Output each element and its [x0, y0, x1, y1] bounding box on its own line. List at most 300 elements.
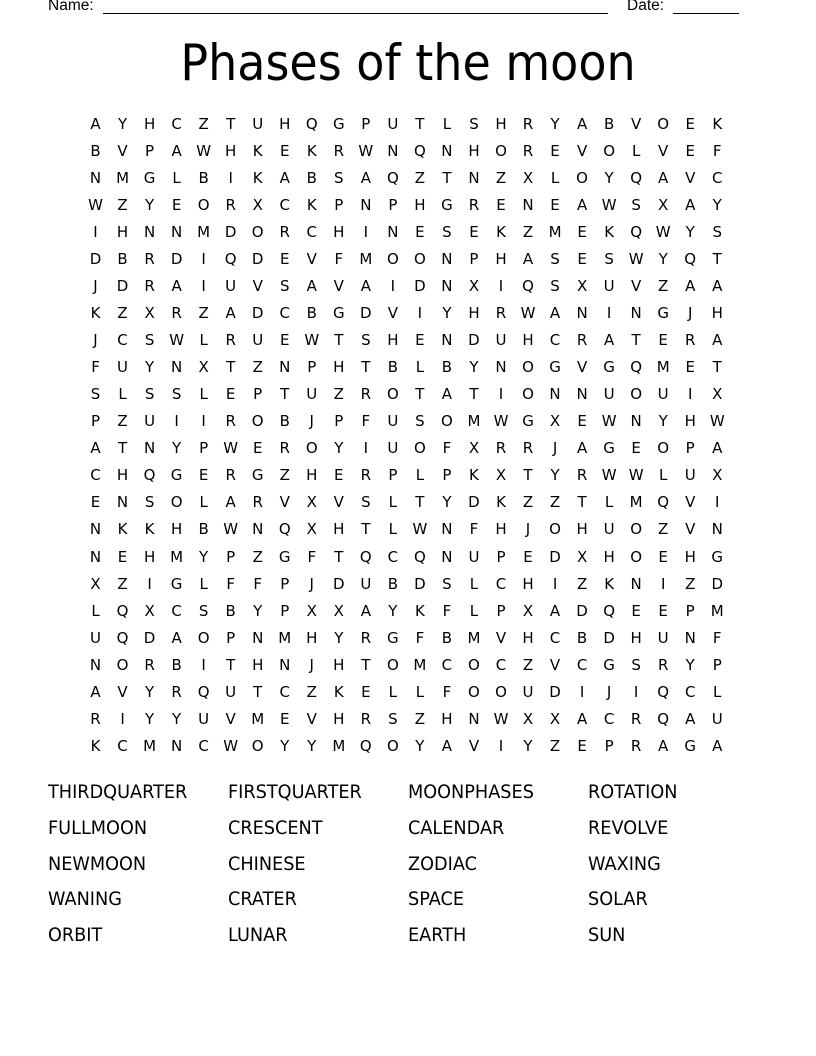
grid-letter[interactable]: S — [279, 277, 290, 296]
grid-letter[interactable]: B — [441, 358, 453, 377]
grid-letter[interactable]: O — [522, 385, 534, 404]
grid-letter[interactable]: L — [658, 466, 668, 485]
grid-letter[interactable]: M — [143, 736, 157, 755]
grid-letter[interactable]: L — [172, 169, 181, 188]
grid-letter[interactable]: N — [441, 547, 453, 566]
grid-letter[interactable]: N — [143, 439, 156, 458]
grid-letter[interactable]: B — [90, 142, 101, 161]
grid-letter[interactable]: N — [711, 520, 723, 539]
grid-letter[interactable]: D — [143, 628, 156, 647]
grid-letter[interactable]: Z — [522, 223, 534, 242]
grid-letter[interactable]: H — [143, 547, 156, 566]
grid-letter[interactable]: R — [468, 196, 480, 215]
grid-letter[interactable]: R — [333, 142, 345, 161]
grid-letter[interactable]: Z — [549, 493, 561, 512]
grid-letter[interactable]: J — [309, 574, 314, 593]
grid-letter[interactable]: A — [549, 304, 561, 323]
grid-letter[interactable]: O — [549, 520, 561, 539]
grid-letter[interactable]: E — [279, 331, 290, 350]
grid-letter[interactable]: K — [469, 466, 479, 485]
grid-letter[interactable]: M — [278, 628, 292, 647]
grid-letter[interactable]: T — [631, 331, 641, 350]
grid-letter[interactable]: X — [712, 385, 723, 404]
grid-letter[interactable]: L — [604, 493, 614, 512]
grid-letter[interactable]: R — [657, 655, 669, 674]
grid-letter[interactable]: O — [657, 115, 670, 133]
grid-letter[interactable]: Z — [522, 655, 534, 674]
grid-letter[interactable]: H — [333, 223, 345, 242]
grid-letter[interactable]: A — [90, 439, 101, 458]
grid-letter[interactable]: Q — [116, 601, 129, 620]
grid-letter[interactable]: N — [89, 655, 102, 674]
grid-letter[interactable]: Y — [307, 736, 317, 755]
grid-letter[interactable]: D — [414, 574, 426, 593]
grid-letter[interactable]: I — [606, 304, 612, 323]
grid-letter[interactable]: N — [630, 304, 642, 323]
grid-letter[interactable]: T — [415, 493, 425, 512]
grid-letter[interactable]: Y — [280, 736, 290, 755]
grid-letter[interactable]: A — [441, 385, 453, 404]
grid-letter[interactable]: N — [252, 628, 264, 647]
grid-letter[interactable]: U — [522, 682, 534, 701]
grid-letter[interactable]: R — [495, 439, 507, 458]
grid-letter[interactable]: R — [279, 223, 290, 242]
grid-letter[interactable]: P — [253, 385, 263, 404]
grid-letter[interactable]: K — [306, 196, 317, 215]
grid-letter[interactable]: Y — [199, 547, 209, 566]
grid-letter[interactable]: A — [171, 142, 182, 161]
grid-letter[interactable]: C — [117, 331, 128, 350]
grid-letter[interactable]: U — [684, 466, 696, 485]
grid-letter[interactable]: G — [711, 547, 724, 566]
grid-letter[interactable]: H — [522, 628, 534, 647]
grid-letter[interactable]: W — [196, 142, 212, 161]
grid-letter[interactable]: Q — [116, 628, 129, 647]
grid-letter[interactable]: P — [361, 115, 371, 133]
grid-letter[interactable]: T — [226, 358, 236, 377]
grid-letter[interactable]: N — [279, 655, 291, 674]
grid-letter[interactable]: T — [226, 115, 236, 133]
grid-letter[interactable]: U — [198, 709, 210, 728]
grid-letter[interactable]: S — [550, 250, 560, 269]
grid-letter[interactable]: U — [387, 412, 399, 431]
grid-letter[interactable]: I — [687, 385, 693, 404]
grid-letter[interactable]: P — [685, 601, 695, 620]
grid-letter[interactable]: U — [657, 385, 669, 404]
grid-letter[interactable]: Y — [144, 358, 155, 377]
grid-letter[interactable]: H — [306, 466, 318, 485]
grid-letter[interactable]: Y — [334, 628, 344, 647]
grid-letter[interactable]: V — [117, 682, 128, 701]
grid-letter[interactable]: V — [631, 277, 642, 296]
grid-letter[interactable]: C — [711, 169, 723, 188]
grid-letter[interactable]: R — [522, 115, 534, 133]
grid-letter[interactable]: I — [201, 277, 206, 296]
grid-letter[interactable]: B — [198, 169, 209, 188]
grid-letter[interactable]: N — [441, 331, 453, 350]
grid-letter[interactable]: Z — [414, 709, 426, 728]
grid-letter[interactable]: X — [144, 601, 155, 620]
grid-letter[interactable]: L — [442, 115, 452, 133]
grid-letter[interactable]: Q — [657, 709, 670, 728]
grid-letter[interactable]: V — [387, 304, 398, 323]
grid-letter[interactable]: R — [630, 736, 642, 755]
grid-letter[interactable]: Z — [333, 385, 344, 404]
grid-letter[interactable]: A — [90, 115, 101, 133]
grid-letter[interactable]: M — [116, 169, 130, 188]
grid-letter[interactable]: H — [468, 142, 480, 161]
grid-letter[interactable]: N — [495, 358, 507, 377]
grid-letter[interactable]: A — [360, 277, 371, 296]
grid-letter[interactable]: K — [90, 736, 101, 755]
grid-letter[interactable]: P — [685, 439, 695, 458]
grid-letter[interactable]: L — [199, 331, 208, 350]
grid-letter[interactable]: B — [603, 115, 615, 133]
grid-letter[interactable]: Q — [413, 142, 426, 161]
grid-letter[interactable]: O — [576, 169, 588, 188]
grid-letter[interactable]: P — [712, 655, 722, 674]
grid-letter[interactable]: A — [685, 277, 696, 296]
grid-letter[interactable]: Y — [253, 601, 263, 620]
grid-letter[interactable]: R — [360, 709, 372, 728]
grid-letter[interactable]: S — [631, 655, 641, 674]
grid-letter[interactable]: S — [198, 601, 209, 620]
grid-letter[interactable]: F — [226, 574, 235, 593]
grid-letter[interactable]: H — [495, 115, 507, 133]
grid-letter[interactable]: J — [552, 439, 558, 458]
grid-letter[interactable]: W — [169, 331, 185, 350]
grid-letter[interactable]: B — [306, 304, 317, 323]
grid-letter[interactable]: I — [579, 682, 585, 701]
grid-letter[interactable]: Q — [305, 115, 318, 133]
grid-letter[interactable]: S — [415, 412, 425, 431]
grid-letter[interactable]: X — [306, 493, 317, 512]
grid-letter[interactable]: O — [495, 682, 507, 701]
grid-letter[interactable]: D — [360, 304, 372, 323]
grid-letter[interactable]: O — [657, 439, 670, 458]
grid-letter[interactable]: A — [279, 169, 290, 188]
grid-letter[interactable]: F — [469, 520, 479, 539]
grid-letter[interactable]: E — [685, 358, 695, 377]
grid-letter[interactable]: R — [360, 466, 372, 485]
grid-letter[interactable]: Y — [469, 358, 479, 377]
grid-letter[interactable]: X — [90, 574, 101, 593]
grid-letter[interactable]: A — [522, 250, 534, 269]
grid-letter[interactable]: C — [684, 682, 696, 701]
grid-letter[interactable]: R — [90, 709, 101, 728]
grid-letter[interactable]: C — [90, 466, 101, 485]
grid-letter[interactable]: S — [712, 223, 722, 242]
grid-letter[interactable]: I — [363, 439, 369, 458]
grid-letter[interactable]: C — [279, 682, 290, 701]
grid-letter[interactable]: H — [333, 358, 345, 377]
grid-letter[interactable]: P — [280, 574, 290, 593]
grid-letter[interactable]: W — [601, 412, 617, 431]
grid-letter[interactable]: A — [225, 493, 236, 512]
grid-letter[interactable]: E — [415, 331, 425, 350]
grid-letter[interactable]: O — [305, 439, 318, 458]
grid-letter[interactable]: Q — [359, 736, 372, 755]
grid-letter[interactable]: O — [413, 250, 426, 269]
grid-letter[interactable]: I — [498, 736, 504, 755]
grid-letter[interactable]: A — [576, 115, 588, 133]
grid-letter[interactable]: A — [712, 736, 723, 755]
grid-letter[interactable]: N — [116, 493, 129, 512]
grid-letter[interactable]: K — [252, 169, 263, 188]
grid-letter[interactable]: D — [549, 682, 561, 701]
grid-letter[interactable]: N — [387, 142, 399, 161]
grid-letter[interactable]: T — [253, 682, 263, 701]
grid-letter[interactable]: Y — [523, 736, 533, 755]
grid-letter[interactable]: M — [710, 601, 724, 620]
grid-letter[interactable]: U — [711, 709, 723, 728]
grid-letter[interactable]: Y — [685, 655, 695, 674]
grid-letter[interactable]: E — [334, 466, 344, 485]
grid-letter[interactable]: Z — [522, 493, 534, 512]
grid-letter[interactable]: I — [660, 574, 666, 593]
grid-letter[interactable]: E — [225, 385, 236, 404]
grid-letter[interactable]: A — [712, 439, 723, 458]
grid-letter[interactable]: I — [93, 223, 98, 242]
grid-letter[interactable]: M — [170, 547, 184, 566]
grid-letter[interactable]: E — [577, 412, 587, 431]
grid-letter[interactable]: G — [603, 358, 615, 377]
grid-letter[interactable]: N — [89, 169, 102, 188]
grid-letter[interactable]: G — [603, 439, 615, 458]
grid-letter[interactable]: D — [116, 277, 129, 296]
grid-letter[interactable]: Z — [306, 682, 317, 701]
grid-letter[interactable]: E — [658, 601, 668, 620]
grid-letter[interactable]: E — [117, 547, 128, 566]
grid-letter[interactable]: N — [684, 628, 696, 647]
grid-letter[interactable]: W — [304, 331, 320, 350]
grid-letter[interactable]: T — [712, 250, 722, 269]
grid-letter[interactable]: C — [495, 655, 507, 674]
grid-letter[interactable]: Z — [495, 169, 507, 188]
grid-letter[interactable]: A — [441, 736, 453, 755]
grid-letter[interactable]: P — [496, 547, 506, 566]
grid-letter[interactable]: A — [576, 709, 588, 728]
grid-letter[interactable]: C — [279, 196, 290, 215]
grid-letter[interactable]: U — [90, 628, 101, 647]
grid-letter[interactable]: R — [144, 655, 155, 674]
grid-letter[interactable]: L — [199, 493, 208, 512]
grid-letter[interactable]: Z — [576, 574, 588, 593]
grid-letter[interactable]: Q — [197, 682, 210, 701]
grid-letter[interactable]: V — [333, 277, 344, 296]
grid-letter[interactable]: P — [90, 412, 101, 431]
grid-letter[interactable]: L — [388, 682, 398, 701]
grid-letter[interactable]: D — [224, 223, 237, 242]
grid-letter[interactable]: O — [386, 250, 399, 269]
grid-letter[interactable]: K — [496, 223, 506, 242]
grid-letter[interactable]: R — [225, 412, 236, 431]
grid-letter[interactable]: H — [711, 304, 723, 323]
grid-letter[interactable]: Z — [252, 547, 263, 566]
grid-letter[interactable]: E — [523, 547, 533, 566]
grid-letter[interactable]: T — [415, 385, 425, 404]
grid-letter[interactable]: S — [361, 331, 371, 350]
grid-letter[interactable]: Y — [685, 223, 695, 242]
grid-letter[interactable]: H — [333, 709, 345, 728]
grid-letter[interactable]: H — [116, 466, 129, 485]
grid-letter[interactable]: E — [658, 331, 668, 350]
grid-letter[interactable]: Z — [414, 169, 426, 188]
grid-letter[interactable]: A — [576, 196, 588, 215]
grid-letter[interactable]: Y — [144, 682, 155, 701]
grid-letter[interactable]: E — [415, 223, 425, 242]
grid-letter[interactable]: Y — [144, 196, 155, 215]
grid-letter[interactable]: Q — [684, 250, 697, 269]
grid-letter[interactable]: H — [143, 115, 156, 133]
grid-letter[interactable]: V — [685, 169, 696, 188]
grid-letter[interactable]: N — [576, 304, 588, 323]
grid-letter[interactable]: S — [442, 574, 452, 593]
grid-letter[interactable]: V — [468, 736, 480, 755]
grid-letter[interactable]: V — [576, 142, 588, 161]
grid-letter[interactable]: Z — [685, 574, 696, 593]
grid-letter[interactable]: Y — [550, 466, 560, 485]
grid-letter[interactable]: N — [468, 169, 480, 188]
grid-letter[interactable]: N — [170, 358, 183, 377]
grid-letter[interactable]: D — [89, 250, 102, 269]
grid-letter[interactable]: D — [251, 250, 264, 269]
grid-letter[interactable]: W — [412, 520, 428, 539]
grid-letter[interactable]: C — [603, 709, 615, 728]
grid-letter[interactable]: O — [630, 520, 643, 539]
grid-letter[interactable]: K — [712, 115, 723, 133]
grid-letter[interactable]: X — [252, 196, 263, 215]
grid-letter[interactable]: L — [199, 385, 208, 404]
grid-letter[interactable]: S — [144, 331, 155, 350]
grid-letter[interactable]: A — [576, 439, 588, 458]
grid-letter[interactable]: I — [715, 493, 720, 512]
grid-letter[interactable]: G — [170, 466, 183, 485]
grid-letter[interactable]: B — [279, 412, 290, 431]
grid-letter[interactable]: R — [252, 493, 263, 512]
grid-letter[interactable]: U — [306, 385, 318, 404]
grid-letter[interactable]: O — [386, 385, 399, 404]
grid-letter[interactable]: A — [685, 709, 696, 728]
grid-letter[interactable]: P — [334, 412, 344, 431]
grid-letter[interactable]: Y — [388, 601, 398, 620]
grid-letter[interactable]: O — [386, 736, 399, 755]
grid-letter[interactable]: N — [89, 520, 102, 539]
grid-letter[interactable]: J — [687, 304, 693, 323]
grid-letter[interactable]: P — [442, 466, 452, 485]
grid-letter[interactable]: K — [414, 601, 425, 620]
grid-letter[interactable]: K — [144, 520, 155, 539]
grid-letter[interactable]: I — [390, 277, 396, 296]
grid-letter[interactable]: C — [387, 547, 399, 566]
grid-letter[interactable]: P — [199, 439, 209, 458]
grid-letter[interactable]: O — [386, 655, 399, 674]
grid-letter[interactable]: R — [576, 331, 588, 350]
grid-letter[interactable]: B — [387, 358, 398, 377]
grid-letter[interactable]: D — [170, 250, 183, 269]
grid-letter[interactable]: N — [360, 196, 372, 215]
grid-letter[interactable]: O — [251, 736, 264, 755]
grid-letter[interactable]: W — [601, 196, 617, 215]
grid-letter[interactable]: O — [495, 142, 507, 161]
grid-letter[interactable]: I — [201, 250, 206, 269]
grid-letter[interactable]: Q — [386, 169, 399, 188]
grid-letter[interactable]: U — [468, 547, 480, 566]
grid-letter[interactable]: S — [604, 250, 614, 269]
grid-letter[interactable]: W — [493, 412, 509, 431]
grid-letter[interactable]: Y — [658, 412, 668, 431]
grid-letter[interactable]: X — [144, 304, 155, 323]
grid-letter[interactable]: V — [685, 493, 696, 512]
grid-letter[interactable]: D — [711, 574, 724, 593]
grid-letter[interactable]: R — [360, 385, 372, 404]
grid-letter[interactable]: T — [280, 385, 290, 404]
grid-letter[interactable]: U — [252, 115, 264, 133]
grid-letter[interactable]: G — [522, 412, 534, 431]
grid-letter[interactable]: K — [252, 142, 263, 161]
grid-letter[interactable]: V — [117, 142, 128, 161]
grid-letter[interactable]: Y — [144, 709, 155, 728]
grid-letter[interactable]: V — [658, 142, 669, 161]
grid-letter[interactable]: B — [117, 250, 128, 269]
grid-letter[interactable]: Y — [334, 439, 344, 458]
grid-letter[interactable]: J — [525, 520, 531, 539]
grid-letter[interactable]: J — [93, 277, 98, 296]
grid-letter[interactable]: H — [225, 142, 237, 161]
grid-letter[interactable]: L — [713, 682, 722, 701]
grid-letter[interactable]: Q — [278, 520, 291, 539]
grid-letter[interactable]: K — [306, 142, 317, 161]
grid-letter[interactable]: O — [603, 142, 616, 161]
grid-letter[interactable]: Y — [550, 115, 560, 133]
grid-letter[interactable]: W — [601, 466, 617, 485]
grid-letter[interactable]: T — [334, 547, 344, 566]
grid-letter[interactable]: Q — [359, 547, 372, 566]
grid-letter[interactable]: N — [279, 358, 291, 377]
grid-letter[interactable]: X — [306, 520, 317, 539]
grid-letter[interactable]: J — [93, 331, 98, 350]
grid-letter[interactable]: S — [550, 277, 560, 296]
grid-letter[interactable]: S — [469, 115, 479, 133]
grid-letter[interactable]: J — [606, 682, 612, 701]
grid-letter[interactable]: W — [358, 142, 374, 161]
grid-letter[interactable]: L — [388, 493, 398, 512]
grid-letter[interactable]: R — [225, 196, 236, 215]
grid-letter[interactable]: N — [170, 736, 183, 755]
grid-letter[interactable]: N — [441, 142, 453, 161]
grid-letter[interactable]: E — [496, 196, 506, 215]
grid-letter[interactable]: F — [442, 439, 452, 458]
grid-letter[interactable]: I — [633, 682, 639, 701]
grid-letter[interactable]: V — [333, 493, 344, 512]
grid-letter[interactable]: C — [279, 304, 290, 323]
grid-letter[interactable]: S — [144, 385, 155, 404]
grid-letter[interactable]: O — [522, 358, 534, 377]
grid-letter[interactable]: L — [469, 574, 479, 593]
grid-letter[interactable]: L — [550, 169, 560, 188]
grid-letter[interactable]: S — [361, 493, 371, 512]
grid-letter[interactable]: H — [495, 250, 507, 269]
grid-letter[interactable]: T — [361, 520, 371, 539]
grid-letter[interactable]: Y — [172, 439, 182, 458]
grid-letter[interactable]: L — [118, 385, 127, 404]
grid-letter[interactable]: E — [198, 466, 209, 485]
grid-letter[interactable]: N — [441, 250, 453, 269]
grid-letter[interactable]: E — [685, 142, 695, 161]
grid-letter[interactable]: E — [469, 223, 479, 242]
grid-letter[interactable]: M — [332, 736, 346, 755]
grid-letter[interactable]: E — [550, 196, 560, 215]
